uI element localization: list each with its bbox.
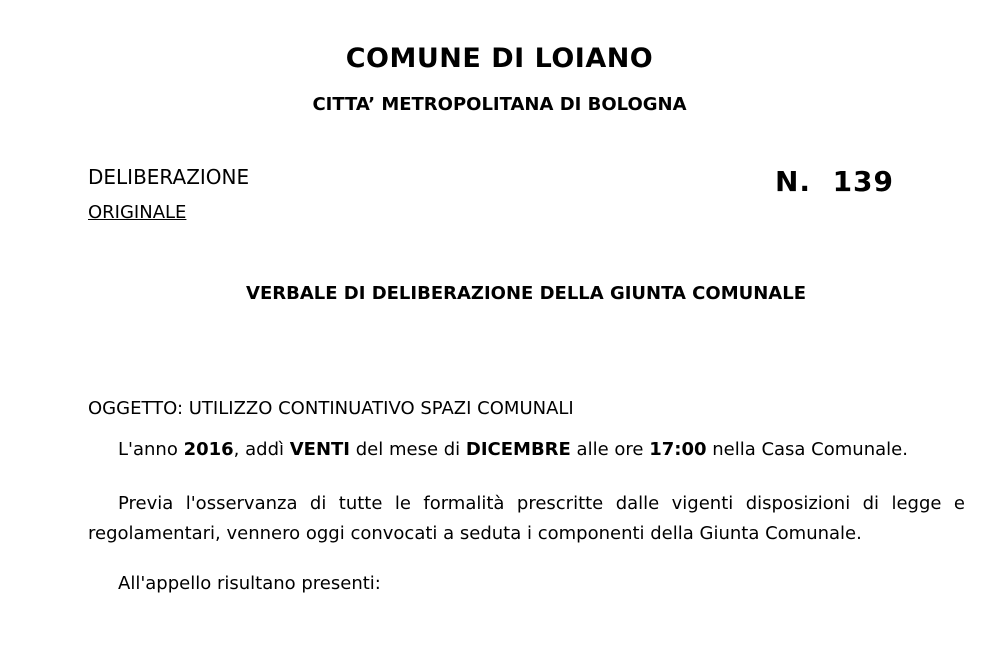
document-title: COMUNE DI LOIANO xyxy=(345,43,654,74)
session-text: L'anno xyxy=(118,439,184,460)
session-text: , addì xyxy=(233,439,290,460)
session-text: del mese di xyxy=(350,439,466,460)
convocation-paragraph: Previa l'osservanza di tutte le formalità prescritte dalle vigenti disposizioni di legge e regolamentari, vennero oggi convocati a seduta i componenti della Giunta Comunale. xyxy=(88,493,965,544)
deliberation-status: ORIGINALE xyxy=(88,202,187,223)
deliberation-type: DELIBERAZIONE xyxy=(88,165,250,189)
document-subtitle: CITTA’ METROPOLITANA DI BOLOGNA xyxy=(312,94,687,115)
attendance-paragraph: All'appello risultano presenti: xyxy=(118,573,381,594)
deliberation-number: N. 139 xyxy=(775,165,895,198)
session-month: DICEMBRE xyxy=(465,439,571,460)
section-heading: VERBALE DI DELIBERAZIONE DELLA GIUNTA COMUNALE xyxy=(246,283,806,304)
session-text: alle ore xyxy=(570,439,650,460)
session-paragraph xyxy=(118,439,908,460)
session-time: 17:00 xyxy=(649,439,707,460)
session-year: 2016 xyxy=(183,439,234,460)
subject-line: OGGETTO: UTILIZZO CONTINUATIVO SPAZI COMUNALI xyxy=(88,398,574,419)
session-day: VENTI xyxy=(289,439,351,460)
session-text: nella Casa Comunale. xyxy=(706,439,908,460)
